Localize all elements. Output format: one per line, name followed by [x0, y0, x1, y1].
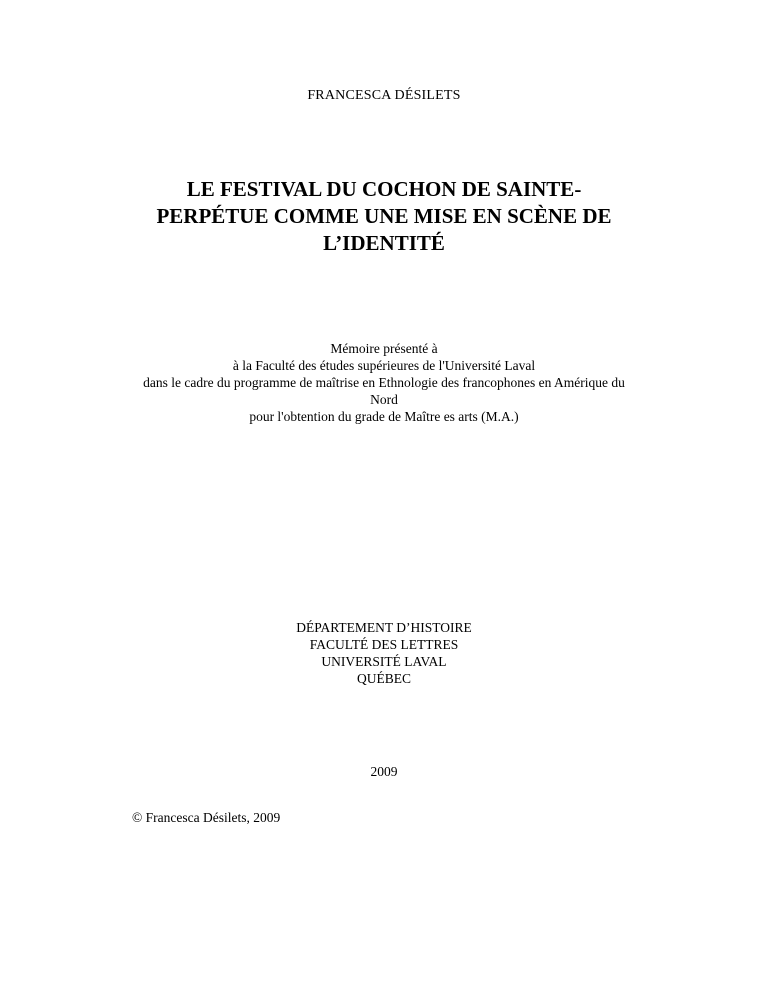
title-line: LE FESTIVAL DU COCHON DE SAINTE- [186, 177, 582, 201]
department-line: DÉPARTEMENT D’HISTOIRE [296, 620, 472, 635]
university-line: UNIVERSITÉ LAVAL [321, 654, 447, 669]
institution-block [0, 619, 768, 687]
city-line: QUÉBEC [357, 671, 411, 686]
submission-statement [60, 340, 708, 425]
submission-line: Mémoire présenté à [330, 341, 438, 356]
submission-line: pour l'obtention du grade de Maître es arts (M.A.) [249, 409, 519, 424]
submission-line: Nord [370, 392, 398, 407]
submission-line: dans le cadre du programme de maîtrise en Ethnologie des francophones en Amérique du [143, 375, 625, 390]
submission-line: à la Faculté des études supérieures de l'Université Laval [232, 358, 536, 373]
publication-year: 2009 [370, 764, 398, 779]
faculty-line: FACULTÉ DES LETTRES [309, 637, 459, 652]
title-line: L’IDENTITÉ [323, 231, 445, 255]
title-line: PERPÉTUE COMME UNE MISE EN SCÈNE DE [156, 204, 612, 228]
author-name: FRANCESCA DÉSILETS [307, 88, 461, 103]
thesis-title [100, 176, 668, 257]
copyright-notice: © Francesca Désilets, 2009 [132, 810, 281, 825]
